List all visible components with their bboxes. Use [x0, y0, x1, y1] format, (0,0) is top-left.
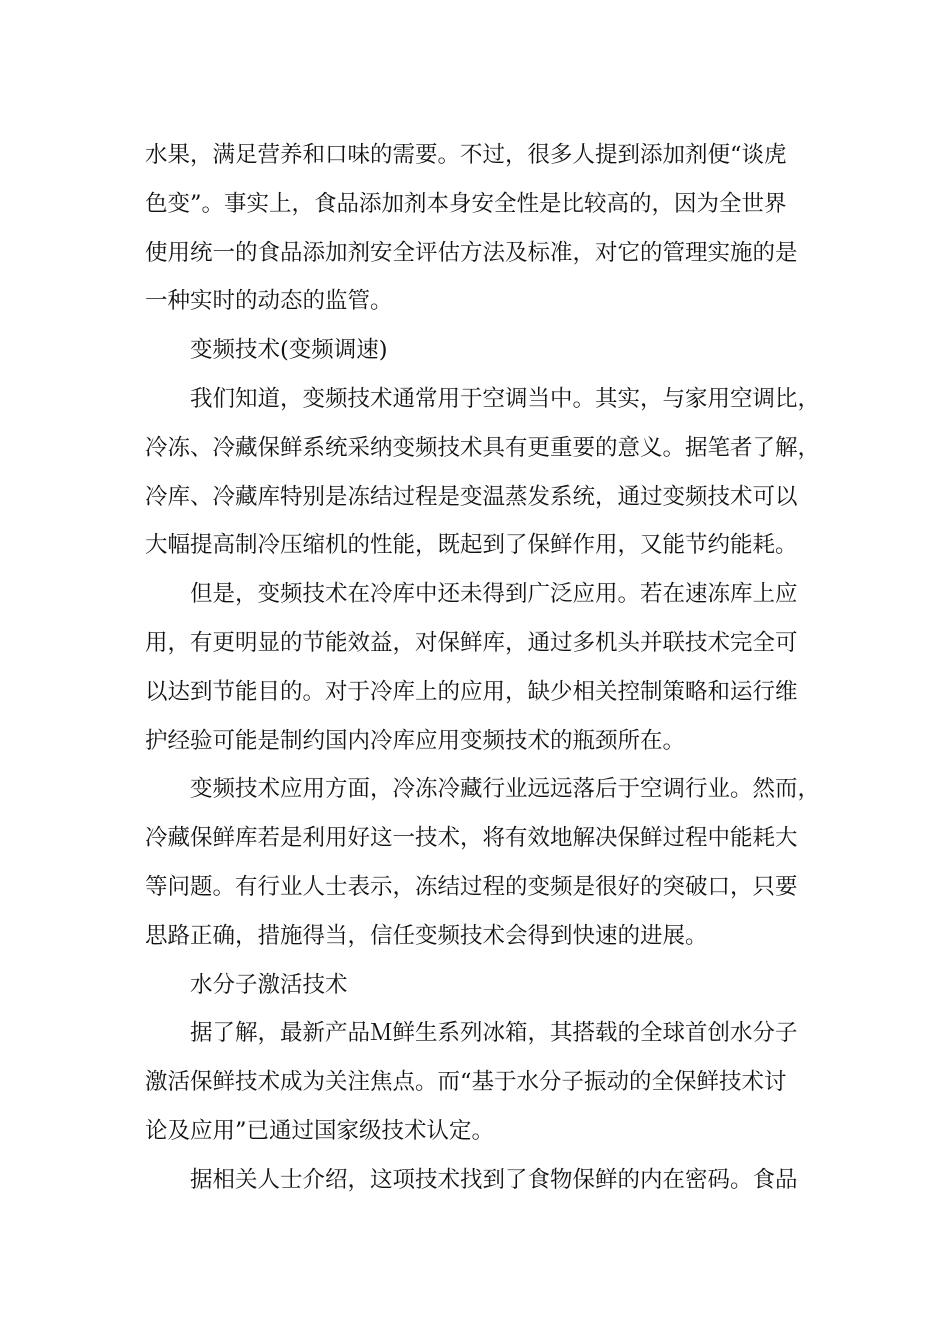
paragraph-first-line: 据了解，最新产品Ｍ鲜生系列冰箱，其搭载的全球首创水分子 — [190, 1020, 798, 1047]
body-line: 水果，满足营养和口味的需要。不过，很多人提到添加剂便“谈虎 — [145, 142, 787, 168]
section-heading-frequency-conversion: 变频技术(变频调速) — [190, 337, 388, 364]
body-line: 思路正确，措施得当，信任变频技术会得到快速的进展。 — [145, 922, 708, 949]
body-line: 冷冻、冷藏保鲜系统采纳变频技术具有更重要的意义。据笔者了解， — [145, 434, 821, 461]
section-heading-water-molecule-activation: 水分子激活技术 — [190, 971, 348, 998]
body-line: 使用统一的食品添加剂安全评估方法及标准，对它的管理实施的是 — [145, 239, 798, 266]
body-line: 以达到节能目的。对于冷库上的应用，缺少相关控制策略和运行维 — [145, 678, 798, 705]
paragraph-first-line: 变频技术应用方面，冷冻冷藏行业远远落后于空调行业。然而， — [190, 776, 821, 803]
body-line: 等问题。有行业人士表示，冻结过程的变频是很好的突破口，只要 — [145, 873, 798, 900]
body-line: 用，有更明显的节能效益，对保鲜库，通过多机头并联技术完全可 — [145, 629, 798, 656]
body-line: 冷藏保鲜库若是利用好这一技术，将有效地解决保鲜过程中能耗大 — [145, 825, 798, 852]
body-line: 大幅提高制冷压缩机的性能，既起到了保鲜作用，又能节约能耗。 — [145, 532, 798, 559]
body-line: 论及应用”已通过国家级技术认定。 — [145, 1117, 495, 1144]
body-line: 护经验可能是制约国内冷库应用变频技术的瓶颈所在。 — [145, 727, 686, 754]
body-line: 冷库、冷藏库特别是冻结过程是变温蒸发系统，通过变频技术可以 — [145, 483, 798, 510]
body-line: 激活保鲜技术成为关注焦点。而“基于水分子振动的全保鲜技术讨 — [145, 1069, 787, 1096]
paragraph-first-line: 我们知道，变频技术通常用于空调当中。其实，与家用空调比， — [190, 385, 821, 412]
document-body — [145, 131, 821, 1205]
paragraph-first-line: 但是，变频技术在冷库中还未得到广泛应用。若在速冻库上应 — [190, 581, 798, 608]
body-line: 一种实时的动态的监管。 — [145, 288, 393, 315]
paragraph-first-line: 据相关人士介绍，这项技术找到了食物保鲜的内在密码。食品 — [190, 1166, 798, 1193]
body-line: 色变”。事实上，食品添加剂本身安全性是比较高的，因为全世界 — [145, 190, 787, 217]
